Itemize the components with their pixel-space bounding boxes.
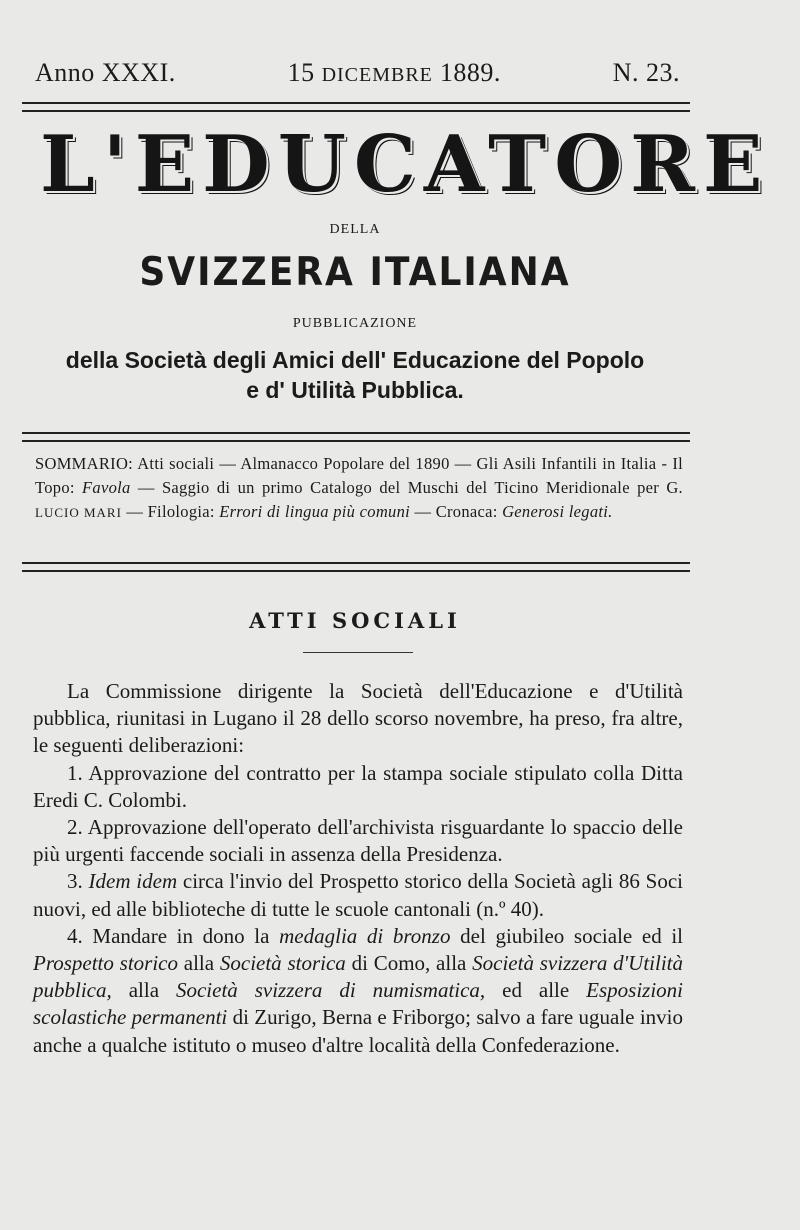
author-name: LUCIO MARI xyxy=(35,505,122,520)
journal-subtitle: SVIZZERA ITALIANA xyxy=(139,249,571,296)
paragraph-item-2: 2. Approvazione dell'operato dell'archivista risguardante lo spaccio delle più urgenti faccende sociali in assenza della Presidenza. xyxy=(33,815,683,867)
society-name: della Società degli Amici dell' Educazione del Popolo e d' Utilità Pubblica. xyxy=(65,347,645,403)
section-title: ATTI SOCIALI xyxy=(249,608,461,633)
issue-month: DICEMBRE xyxy=(321,64,433,86)
volume-year: Anno XXXI. xyxy=(35,58,176,87)
paragraph-intro: La Commissione dirigente la Società dell'Educazione e d'Utilità pubblica, riunitasi in Lugano il 28 dello scorso novembre, ha preso, fra altre, le seguenti deliberazioni: xyxy=(33,679,683,758)
issue-date: 15 DICEMBRE 1889. xyxy=(287,58,501,87)
header-divider xyxy=(22,432,690,442)
masthead xyxy=(35,58,680,88)
issue-number: N. 23. xyxy=(612,58,680,87)
paragraph-item-1: 1. Approvazione del contratto per la stampa sociale stipulato colla Ditta Eredi C. Colombi. xyxy=(33,760,683,812)
top-divider xyxy=(22,102,690,112)
journal-title: L'EDUCATORE xyxy=(40,119,771,210)
paragraph-item-4: 4. Mandare in dono la medaglia di bronzo del giubileo sociale ed il Prospetto storico alla Società storica di Como, alla Società svizzera d'Utilità pubblica, alla Società svizzera di numismatica, ed alle Esposizioni scolastiche permanenti di Zurigo, Berna e Friborgo; salvo a fare uguale invio anche a qualche istituto o museo d'altre località della Confederazione. xyxy=(33,923,684,1057)
article-body xyxy=(33,678,683,1059)
contents-divider xyxy=(22,562,690,572)
paragraph-item-3: 3. Idem idem circa l'invio del Prospetto storico della Società agli 86 Soci nuovi, ed alle biblioteche di tutte le scuole cantonali (n.º 40). xyxy=(33,869,684,921)
table-of-contents: SOMMARIO: Atti sociali — Almanacco Popolare del 1890 — Gli Asili Infantili in Italia - Il Topo: Favola — Saggio di un primo Catalogo del Muschi del Ticino Meridionale per G. LUCIO MARI — Filologia: Errori di lingua più comuni — Cronaca: Generosi legati. xyxy=(35,454,684,521)
publication-label: PUBBLICAZIONE xyxy=(292,316,418,331)
title-della: DELLA xyxy=(329,222,381,237)
section-underline xyxy=(303,652,413,653)
